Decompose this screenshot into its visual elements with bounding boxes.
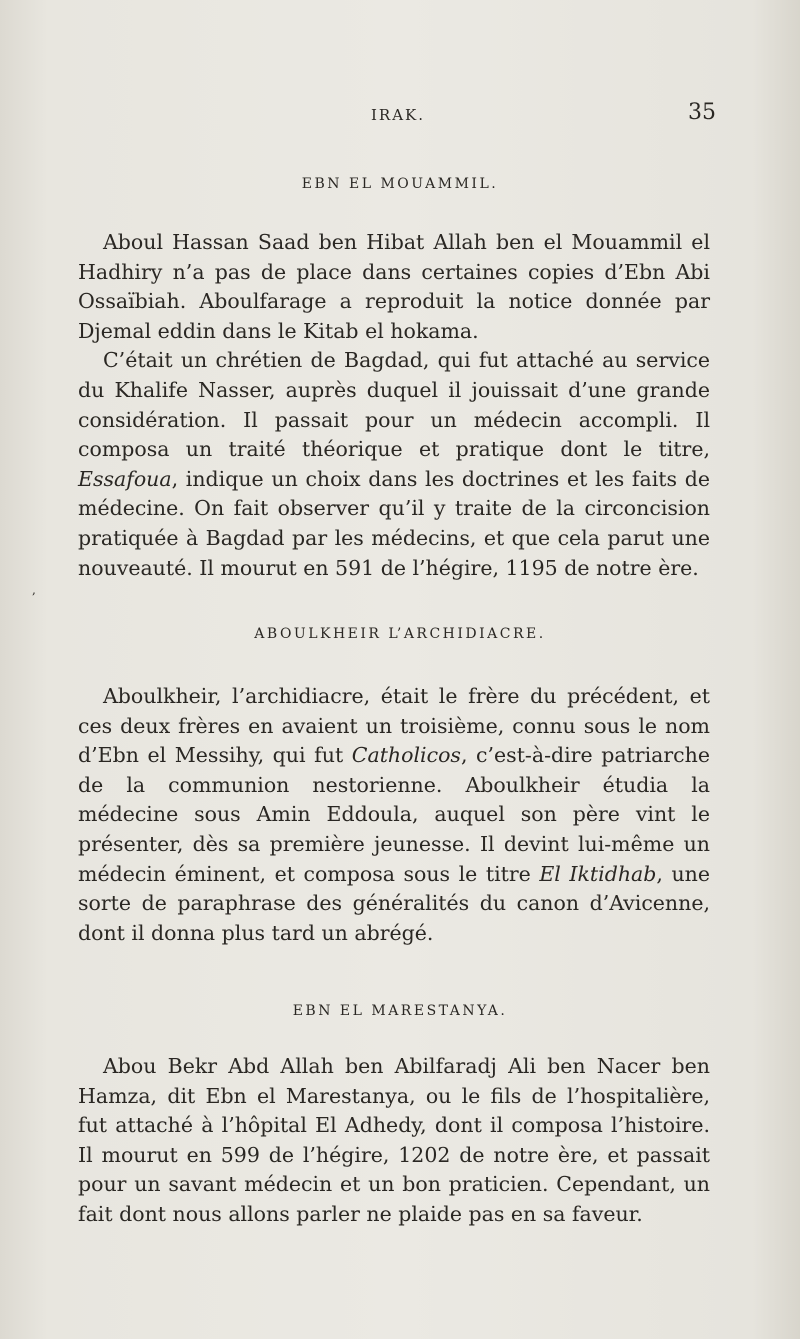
paragraph [78, 1052, 710, 1230]
italic-title: El Iktidhab [539, 861, 657, 886]
text-run: C’était un chrétien de Bagdad, qui fut attaché au service du Khalife Nasser, auprès duquel il jouissait d’une grande considération. Il passait pour un médecin accompli. Il composa un traité théorique et pratique dont le titre, [78, 348, 710, 462]
section-heading-aboulkheir: ABOULKHEIR L’ARCHIDIACRE. [254, 626, 546, 642]
running-head [80, 100, 716, 130]
paragraph [78, 346, 710, 583]
page-number: 35 [688, 100, 716, 125]
section-heading-ebn-el-mouammil: EBN EL MOUAMMIL. [301, 176, 499, 192]
section-heading-ebn-el-marestanya: EBN EL MARESTANYA. [292, 1003, 508, 1019]
running-title: IRAK. [370, 106, 426, 124]
text-run: Abou Bekr Abd Allah ben Abilfaradj Ali ben Nacer ben Hamza, dit Ebn el Marestanya, ou le fils de l’hospitalière, fut attaché à l’hôpital El Adhedy, dont il composa l’histoire. Il mourut en 599 de l’hégire, 1202 de notre ère, et passait pour un savant médecin et un bon praticien. Cependant, un fait dont nous allons parler ne plaide pas en sa faveur. [78, 1054, 710, 1226]
paragraph [78, 682, 710, 948]
text-run: , indique un choix dans les doctrines et les faits de médecine. On fait observer qu’il y traite de la circoncision pratiquée à Bagdad par les médecins, et que cela parut une nouveauté. Il mourut en 591 de l’hégire, 1195 de notre ère. [78, 466, 710, 580]
text-run: Aboul Hassan Saad ben Hibat Allah ben el Mouammil el Hadhiry n’a pas de place dans certaines copies d’Ebn Abi Ossaïbiah. Aboulfarage a reproduit la notice donnée par Djemal eddin dans le Kitab el hokama. [78, 230, 710, 343]
paragraph [78, 228, 710, 346]
margin-mark: , [32, 583, 36, 597]
section-body-aboulkheir [78, 682, 710, 948]
italic-title: Catholicos [351, 743, 461, 768]
italic-title: Essafoua [78, 466, 172, 491]
section-body-ebn-el-marestanya [78, 1052, 710, 1230]
text-run: , une sorte de paraphrase des généralités du canon d’Avicenne, dont il donna plus tard un abrégé. [78, 861, 710, 945]
text-run: Aboulkheir, l’archidiacre, était le frère du précédent, et ces deux frères en avaient un troisième, connu sous le nom d’Ebn el Messihy, qui fut [78, 684, 710, 768]
text-run: , c’est-à-dire patriarche de la communion nestorienne. Aboulkheir étudia la médecine sous Amin Eddoula, auquel son père vint le présenter, dès sa première jeunesse. Il devint lui-même un médecin éminent, et composa sous le titre [78, 743, 710, 886]
section-body-ebn-el-mouammil [78, 228, 710, 583]
